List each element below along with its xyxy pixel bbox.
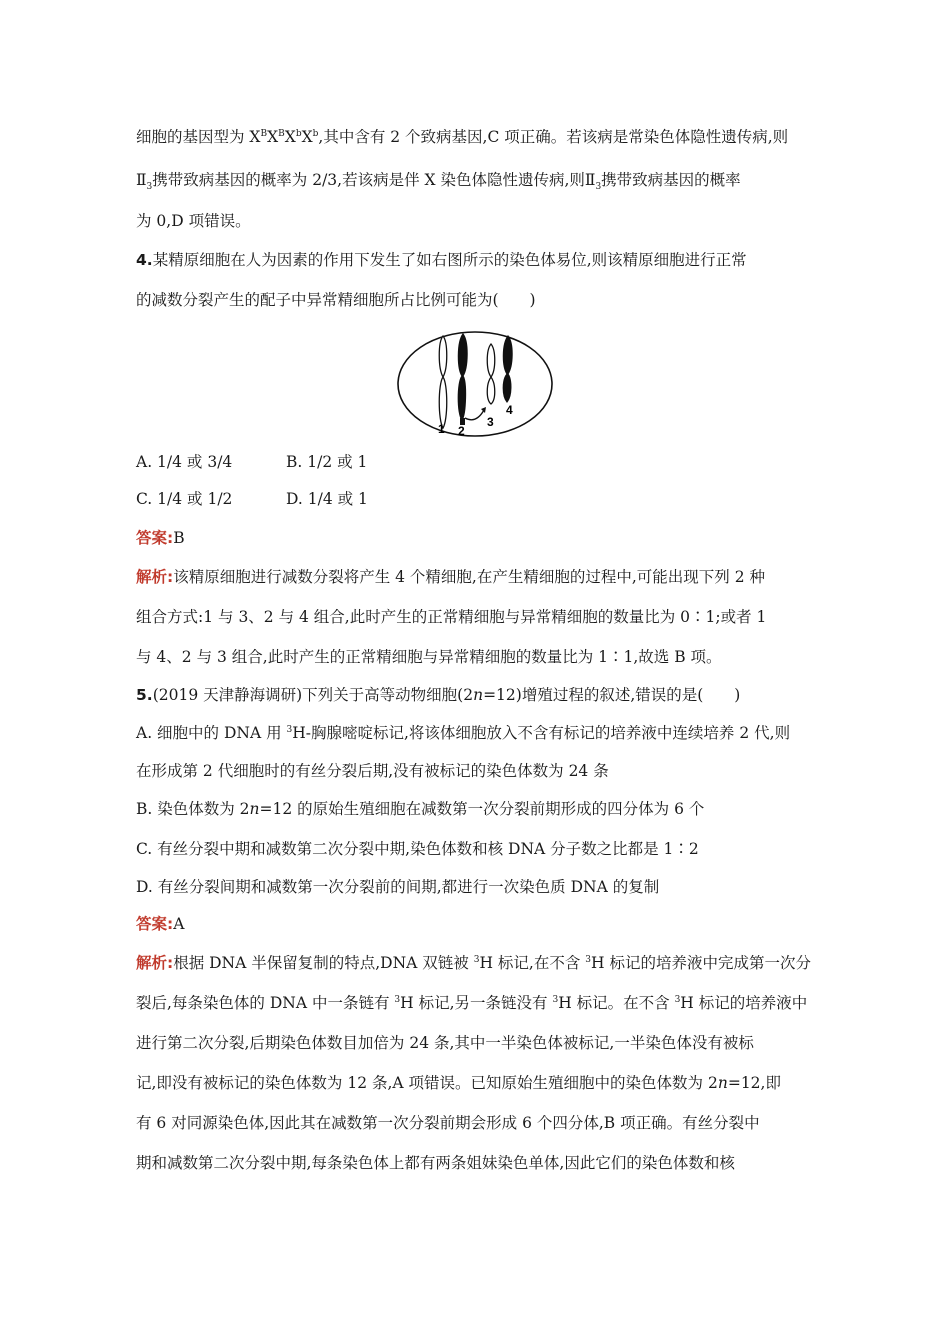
q5-option-c: C. 有丝分裂中期和减数第二次分裂中期,染色体数和核 DNA 分子数之比都是 1∶2	[136, 840, 699, 858]
q4-stem-line-2: 的减数分裂产生的配子中异常精细胞所占比例可能为( )	[136, 291, 536, 309]
prev-analysis-line-1: 细胞的基因型为 $X^BX^BX^bX^b$,其中含有 2 个致病基因,C 项正确。若该病是常染色体隐性遗传病,则	[136, 128, 789, 146]
prev-analysis-line-3: 为 0,D 项错误。	[136, 212, 251, 230]
label-2: 2	[458, 424, 465, 438]
q5-analysis-line-1: 解析:根据 DNA 半保留复制的特点,DNA 双链被 $^3$H 标记,在不含 $^3$H 标记的培养液中完成第一次分	[136, 954, 811, 972]
q5-analysis-line-5: 有 6 对同源染色体,因此其在减数第一次分裂前期会形成 6 个四分体,B 项正确。有丝分裂中	[136, 1114, 760, 1132]
label-3: 3	[487, 415, 494, 429]
q5-option-d: D. 有丝分裂间期和减数第一次分裂前的间期,都进行一次染色质 DNA 的复制	[136, 878, 660, 896]
label-4: 4	[506, 403, 513, 417]
arrowhead	[481, 407, 486, 413]
q4-option-c: C. 1/4 或 1/2	[136, 490, 233, 508]
q4-option-b: B. 1/2 或 1	[286, 453, 368, 471]
q4-answer: 答案:B	[136, 529, 185, 547]
q5-option-a-line-2: 在形成第 2 代细胞时的有丝分裂后期,没有被标记的染色体数为 24 条	[136, 762, 609, 780]
q4-option-d: D. 1/4 或 1	[286, 490, 368, 508]
chromosome-3	[487, 344, 495, 404]
chromosome-2	[458, 334, 467, 420]
q5-option-b: B. 染色体数为 2n=12 的原始生殖细胞在减数第一次分裂前期形成的四分体为 6 个	[136, 800, 705, 818]
chromosome-1	[439, 336, 447, 428]
q4-analysis-line-2: 组合方式:1 与 3、2 与 4 组合,此时产生的正常精细胞与异常精细胞的数量比为 0∶1;或者 1	[136, 608, 767, 626]
q5-stem: 5.(2019 天津静海调研)下列关于高等动物细胞(2n=12)增殖过程的叙述,错误的是( )	[136, 686, 741, 704]
q4-analysis-line-3: 与 4、2 与 3 组合,此时产生的正常精细胞与异常精细胞的数量比为 1∶1,故选 B 项。	[136, 648, 722, 666]
translocation-arrow	[465, 410, 484, 420]
q4-analysis-line-1: 解析:该精原细胞进行减数分裂将产生 4 个精细胞,在产生精细胞的过程中,可能出现下列 2 种	[136, 568, 765, 586]
q5-option-a-line-1: A. 细胞中的 DNA 用 $^3$H-胸腺嘧啶标记,将该体细胞放入不含有标记的培养液中连续培养 2 代,则	[136, 724, 791, 742]
label-1: 1	[438, 422, 445, 436]
q5-analysis-line-3: 进行第二次分裂,后期染色体数目加倍为 24 条,其中一半染色体被标记,一半染色体没有被标	[136, 1034, 754, 1052]
q5-analysis-line-6: 期和减数第二次分裂中期,每条染色体上都有两条姐妹染色单体,因此它们的染色体数和核	[136, 1154, 735, 1172]
q4-stem-line-1: 4.某精原细胞在人为因素的作用下发生了如右图所示的染色体易位,则该精原细胞进行正常	[136, 251, 747, 269]
q5-answer: 答案:A	[136, 915, 185, 933]
chromosome-translocation-figure	[396, 330, 554, 438]
q4-option-a: A. 1/4 或 3/4	[136, 453, 233, 471]
cell-outline	[398, 332, 552, 436]
prev-analysis-line-2: $Ⅱ_3$携带致病基因的概率为 2/3,若该病是伴 X 染色体隐性遗传病,则$Ⅱ_3$携带致病基因的概率	[136, 171, 741, 193]
chromosome-4	[503, 336, 512, 402]
q5-analysis-line-2: 裂后,每条染色体的 DNA 中一条链有 $^3$H 标记,另一条链没有 $^3$H 标记。在不含 $^3$H 标记的培养液中	[136, 994, 808, 1012]
q5-analysis-line-4: 记,即没有被标记的染色体数为 12 条,A 项错误。已知原始生殖细胞中的染色体数为 2n=12,即	[136, 1074, 781, 1092]
